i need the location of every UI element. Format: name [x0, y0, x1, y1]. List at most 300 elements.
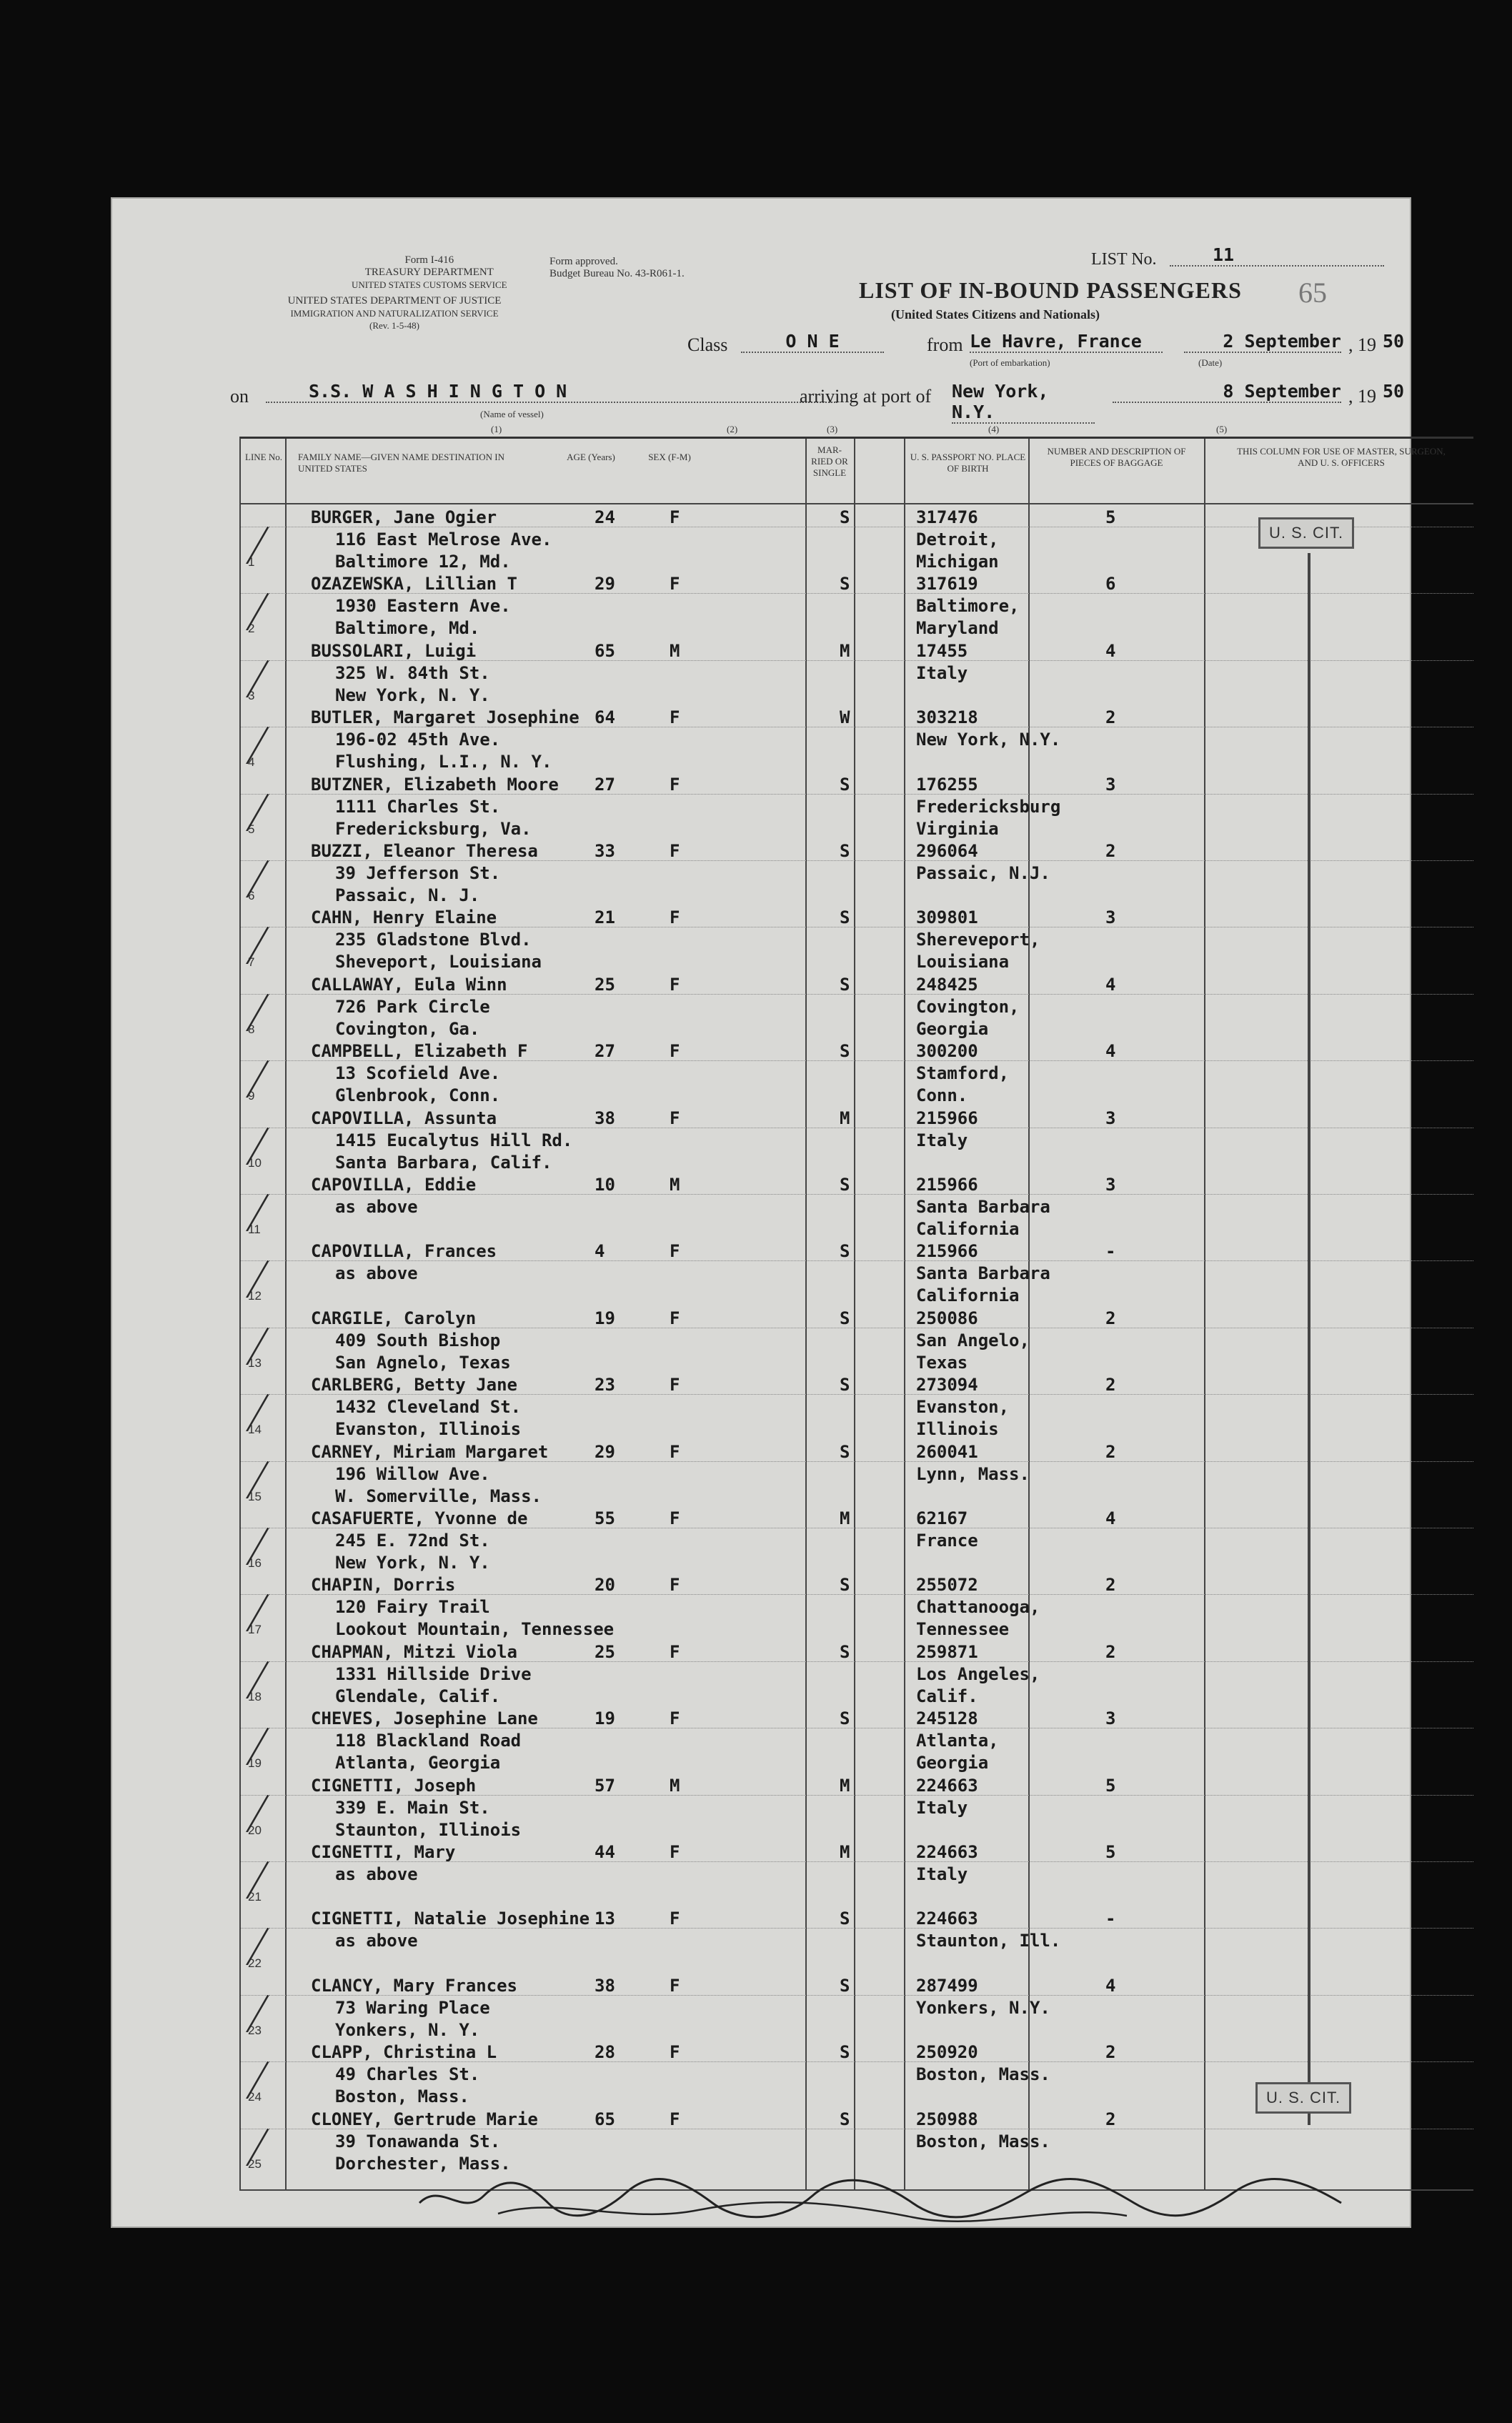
us-citizen-stamp-bottom: U. S. CIT.	[1255, 2082, 1351, 2114]
line-number: 3	[248, 688, 255, 702]
table-row	[241, 839, 1473, 905]
address-line-1: 409 South Bishop	[335, 1330, 501, 1350]
passenger-name: CLANCY, Mary Frances	[311, 1975, 517, 1996]
tick-mark	[246, 1461, 312, 1498]
place-of-birth-1: Evanston,	[916, 1397, 1010, 1418]
line-number: 1	[248, 555, 255, 569]
header-married: MAR- RIED OR SINGLE	[811, 444, 848, 478]
row-rule	[241, 1173, 1473, 1195]
passenger-name: CHAPMAN, Mitzi Viola	[311, 1641, 517, 1662]
class-value: O N E	[741, 331, 884, 353]
age-value: 25	[595, 1641, 615, 1662]
header-officers: THIS COLUMN FOR USE OF MASTER, SURGEON, AND U. S. OFFICERS	[1237, 446, 1446, 468]
table-row	[241, 1039, 1473, 1105]
marital-status: M	[840, 640, 850, 661]
sex-value: F	[670, 1375, 680, 1395]
sex-value: F	[670, 1842, 680, 1862]
ins-service: IMMIGRATION AND NATURALIZATION SERVICE	[290, 308, 499, 319]
line-number: 14	[248, 1423, 262, 1437]
age-value: 28	[595, 2042, 615, 2063]
age-value: 23	[595, 1375, 615, 1395]
passenger-name: CLONEY, Gertrude Marie	[311, 2109, 538, 2129]
header-baggage: NUMBER AND DESCRIPTION OF PIECES OF BAGGAGE	[1047, 446, 1186, 468]
passport-number: 224663	[916, 1842, 978, 1862]
age-value: 21	[595, 907, 615, 928]
row-rule	[241, 1506, 1473, 1528]
line-number: 21	[248, 1890, 262, 1904]
baggage-count: 4	[1105, 1041, 1116, 1062]
treasury-dept: TREASURY DEPARTMENT	[364, 267, 494, 278]
table-row	[241, 1373, 1473, 1439]
marital-status: S	[840, 1041, 850, 1062]
passenger-name: OZAZEWSKA, Lillian T	[311, 574, 517, 594]
address-line-1: 73 Waring Place	[335, 1997, 490, 2018]
age-value: 57	[595, 1775, 615, 1796]
age-value: 33	[595, 841, 615, 861]
col-num-4: (4)	[988, 424, 1000, 434]
embark-year-prefix: , 19	[1348, 334, 1376, 355]
header-passport: U. S. PASSPORT NO. PLACE OF BIRTH	[910, 452, 1026, 474]
address-line-2: Glendale, Calif.	[335, 1686, 501, 1706]
place-of-birth-1: Passaic, N.J.	[916, 863, 1050, 883]
header-line-no: LINE No.	[245, 452, 282, 462]
place-of-birth-1: Italy	[916, 1130, 968, 1150]
passport-number: 260041	[916, 1441, 978, 1462]
line-number: 19	[248, 1756, 262, 1771]
passport-number: 245128	[916, 1708, 978, 1729]
baggage-count: 3	[1105, 1708, 1116, 1729]
marital-status: S	[840, 1441, 850, 1462]
tick-mark	[246, 1128, 312, 1165]
address-line-2: Baltimore, Md.	[335, 618, 480, 639]
address-line-1: 1432 Cleveland St.	[335, 1397, 522, 1418]
marital-status: S	[840, 1308, 850, 1328]
form-approved: Form approved.	[549, 256, 618, 267]
baggage-count: 2	[1105, 2042, 1116, 2063]
age-value: 19	[595, 1708, 615, 1729]
place-of-birth-1: Detroit,	[916, 529, 999, 549]
col-num-2: (2)	[727, 424, 738, 434]
table-row	[241, 572, 1473, 638]
sex-value: M	[670, 1175, 680, 1195]
passport-number: 255072	[916, 1575, 978, 1596]
address-line-2: W. Somerville, Mass.	[335, 1486, 542, 1506]
age-value: 13	[595, 1909, 615, 1929]
place-of-birth-1: New York, N.Y.	[916, 730, 1061, 750]
us-citizen-stamp-top: U. S. CIT.	[1258, 517, 1354, 549]
place-of-birth-1: Boston, Mass.	[916, 2064, 1050, 2085]
tick-mark	[246, 1528, 312, 1565]
row-rule	[241, 1773, 1473, 1796]
tick-mark	[246, 1795, 312, 1832]
sex-value: F	[670, 2042, 680, 2063]
vessel-name: S.S. W A S H I N G T O N	[266, 381, 837, 403]
age-value: 65	[595, 2109, 615, 2129]
age-value: 27	[595, 1041, 615, 1062]
tick-mark	[246, 1995, 312, 2032]
address-line-2: Sheveport, Louisiana	[335, 952, 542, 972]
line-number: 25	[248, 2156, 262, 2171]
baggage-count: 2	[1105, 1641, 1116, 1662]
from-label: from	[927, 334, 963, 355]
line-number: 15	[248, 1489, 262, 1503]
marital-status: S	[840, 2109, 850, 2129]
address-line-2: Covington, Ga.	[335, 1018, 480, 1039]
place-of-birth-1: Italy	[916, 662, 968, 683]
revision: (Rev. 1-5-48)	[369, 320, 419, 331]
col-num-1: (1)	[491, 424, 502, 434]
address-line-2: Boston, Mass.	[335, 2086, 469, 2107]
budget-bureau: Budget Bureau No. 43-R061-1.	[549, 268, 685, 279]
passport-number: 303218	[916, 707, 978, 728]
baggage-count: 2	[1105, 707, 1116, 728]
address-line-2: Santa Barbara, Calif.	[335, 1152, 552, 1173]
table-row	[241, 639, 1473, 705]
place-of-birth-2: Maryland	[916, 618, 999, 639]
tick-mark	[246, 527, 312, 564]
baggage-count: 2	[1105, 1575, 1116, 1596]
address-line-1: 120 Fairy Trail	[335, 1597, 490, 1618]
passenger-name: BUTZNER, Elizabeth Moore	[311, 774, 559, 795]
arrival-year: 50	[1383, 381, 1405, 402]
place-of-birth-2: Virginia	[916, 818, 999, 839]
row-rule	[241, 839, 1473, 861]
baggage-count: 2	[1105, 1441, 1116, 1462]
age-value: 38	[595, 1108, 615, 1128]
list-number: 11	[1170, 244, 1384, 267]
place-of-birth-1: San Angelo,	[916, 1330, 1030, 1350]
passport-number: 296064	[916, 841, 978, 861]
address-line-1: 1331 Hillside Drive	[335, 1663, 532, 1684]
tick-mark	[246, 2061, 312, 2099]
address-line-2: Lookout Mountain, Tennessee	[335, 1619, 615, 1640]
customs-service: UNITED STATES CUSTOMS SERVICE	[352, 279, 507, 290]
place-of-birth-1: Santa Barbara	[916, 1263, 1050, 1284]
passport-number: 259871	[916, 1641, 978, 1662]
sex-value: M	[670, 640, 680, 661]
marital-status: S	[840, 1175, 850, 1195]
header-age: AGE (Years)	[567, 452, 615, 462]
age-value: 20	[595, 1575, 615, 1596]
place-of-birth-1: Los Angeles,	[916, 1663, 1040, 1684]
address-line-1: 196 Willow Ave.	[335, 1463, 490, 1484]
address-line-1: as above	[335, 1931, 418, 1951]
marital-status: S	[840, 841, 850, 861]
baggage-count: 5	[1105, 1842, 1116, 1862]
marital-status: S	[840, 774, 850, 795]
address-line-2: Glenbrook, Conn.	[335, 1085, 501, 1106]
age-value: 4	[595, 1241, 605, 1262]
sex-value: F	[670, 841, 680, 861]
table-row	[241, 772, 1473, 839]
marital-status: S	[840, 1241, 850, 1262]
passenger-name: CAPOVILLA, Frances	[311, 1241, 497, 1262]
place-of-birth-2: Louisiana	[916, 952, 1010, 972]
address-line-2: Atlanta, Georgia	[335, 1753, 501, 1773]
arrival-year-prefix: , 19	[1348, 386, 1376, 407]
place-of-birth-1: Covington,	[916, 996, 1020, 1017]
passenger-name: CIGNETTI, Natalie Josephine	[311, 1909, 590, 1929]
line-number: 5	[248, 822, 255, 836]
table-row	[241, 1640, 1473, 1706]
marital-status: S	[840, 507, 850, 527]
age-value: 19	[595, 1308, 615, 1328]
line-number: 18	[248, 1689, 262, 1703]
row-rule	[241, 1906, 1473, 1929]
address-line-1: 39 Tonawanda St.	[335, 2131, 501, 2151]
passenger-name: CAHN, Henry Elaine	[311, 907, 497, 928]
line-number: 6	[248, 889, 255, 902]
row-rule	[241, 1840, 1473, 1862]
baggage-count: 4	[1105, 1975, 1116, 1996]
age-value: 64	[595, 707, 615, 728]
line-number: 20	[248, 1823, 262, 1837]
passport-number: 62167	[916, 1508, 968, 1528]
line-number: 10	[248, 1155, 262, 1170]
baggage-count: 2	[1105, 841, 1116, 861]
baggage-count: 5	[1105, 1775, 1116, 1796]
inspector-signature	[412, 2153, 1427, 2232]
header-name: FAMILY NAME—GIVEN NAME DESTINATION IN UNITED STATES	[298, 452, 505, 474]
passenger-name: BUSSOLARI, Luigi	[311, 640, 477, 661]
place-of-birth-2: Illinois	[916, 1419, 999, 1440]
address-line-1: 116 East Melrose Ave.	[335, 529, 552, 549]
form-number: Form I-416	[404, 254, 454, 266]
tick-mark	[246, 593, 312, 630]
embark-date: 2 September	[1184, 331, 1341, 353]
address-line-1: 49 Charles St.	[335, 2064, 480, 2085]
passenger-name: CAPOVILLA, Assunta	[311, 1108, 497, 1128]
tick-mark	[246, 1594, 312, 1631]
row-rule	[241, 1373, 1473, 1395]
passport-number: 250988	[916, 2109, 978, 2129]
baggage-count: 3	[1105, 774, 1116, 795]
table-row	[241, 1573, 1473, 1639]
marital-status: S	[840, 1575, 850, 1596]
sex-value: F	[670, 1241, 680, 1262]
table-row	[241, 1306, 1473, 1373]
row-rule	[241, 1440, 1473, 1462]
passport-number: 250086	[916, 1308, 978, 1328]
address-line-1: 118 Blackland Road	[335, 1731, 522, 1751]
baggage-count: 2	[1105, 1375, 1116, 1395]
address-line-1: 339 E. Main St.	[335, 1797, 490, 1818]
line-number: 4	[248, 755, 255, 770]
passport-number: 250920	[916, 2042, 978, 2063]
passenger-name: CARGILE, Carolyn	[311, 1308, 477, 1328]
approval-block	[549, 256, 685, 280]
row-rule	[241, 705, 1473, 727]
on-label: on	[230, 386, 249, 407]
tick-mark	[246, 660, 312, 697]
arrival-port: New York, N.Y.	[952, 381, 1095, 424]
place-of-birth-1: Italy	[916, 1864, 968, 1884]
baggage-count: -	[1105, 1909, 1116, 1929]
place-of-birth-1: Santa Barbara	[916, 1197, 1050, 1217]
row-rule	[241, 639, 1473, 661]
sex-value: F	[670, 1575, 680, 1596]
place-of-birth-2: Tennessee	[916, 1619, 1010, 1640]
marital-status: M	[840, 1842, 850, 1862]
row-rule	[241, 572, 1473, 594]
line-number: 22	[248, 1956, 262, 1971]
passport-number: 317476	[916, 507, 978, 527]
passenger-name: CLAPP, Christina L	[311, 2042, 497, 2063]
age-value: 10	[595, 1175, 615, 1195]
date-caption: (Date)	[1198, 357, 1223, 368]
tick-mark	[246, 1328, 312, 1365]
passport-number: 176255	[916, 774, 978, 795]
manifest-sheet	[112, 199, 1446, 2227]
col-num-5: (5)	[1216, 424, 1228, 434]
marital-status: M	[840, 1775, 850, 1796]
line-number: 8	[248, 1022, 255, 1036]
table-row	[241, 1974, 1473, 2040]
sex-value: F	[670, 1441, 680, 1462]
age-value: 38	[595, 1975, 615, 1996]
baggage-count: 2	[1105, 2109, 1116, 2129]
address-line-2: Baltimore 12, Md.	[335, 552, 511, 572]
embark-year: 50	[1383, 331, 1405, 352]
passenger-name: CHAPIN, Dorris	[311, 1575, 456, 1596]
baggage-count: 4	[1105, 640, 1116, 661]
place-of-birth-2: California	[916, 1219, 1020, 1239]
place-of-birth-2: California	[916, 1285, 1020, 1306]
passenger-table	[239, 437, 1473, 2191]
line-number: 24	[248, 2090, 262, 2104]
address-line-1: 1111 Charles St.	[335, 796, 501, 817]
place-of-birth-1: Italy	[916, 1797, 968, 1818]
passport-number: 215966	[916, 1108, 978, 1128]
tick-mark	[246, 794, 312, 831]
age-value: 29	[595, 574, 615, 594]
place-of-birth-1: Chattanooga,	[916, 1597, 1040, 1618]
place-of-birth-1: Yonkers, N.Y.	[916, 1997, 1050, 2018]
passport-number: 224663	[916, 1909, 978, 1929]
passenger-name: BUTLER, Margaret Josephine	[311, 707, 580, 728]
table-row	[241, 1506, 1473, 1573]
passenger-name: CAMPBELL, Elizabeth F	[311, 1041, 528, 1062]
passport-number: 273094	[916, 1375, 978, 1395]
passenger-name: CHEVES, Josephine Lane	[311, 1708, 538, 1729]
address-line-2: Passaic, N. J.	[335, 885, 480, 905]
place-of-birth-2: Conn.	[916, 1085, 968, 1106]
tick-mark	[246, 1394, 312, 1431]
row-rule	[241, 1974, 1473, 1996]
address-line-1: as above	[335, 1197, 418, 1217]
row-rule	[241, 1106, 1473, 1128]
age-value: 24	[595, 507, 615, 527]
age-value: 29	[595, 1441, 615, 1462]
arrival-date: 8 September	[1113, 381, 1341, 403]
address-line-1: 235 Gladstone Blvd.	[335, 930, 532, 950]
address-line-2: Flushing, L.I., N. Y.	[335, 752, 552, 772]
page-number: 65	[1298, 277, 1327, 309]
row-rule	[241, 1573, 1473, 1595]
baggage-count: -	[1105, 1241, 1116, 1262]
place-of-birth-1: Fredericksburg	[916, 796, 1061, 817]
line-number: 2	[248, 622, 255, 636]
table-row	[241, 1173, 1473, 1239]
sex-value: F	[670, 2109, 680, 2129]
sex-value: F	[670, 907, 680, 928]
sex-value: F	[670, 1909, 680, 1929]
marital-status: S	[840, 1975, 850, 1996]
row-rule	[241, 1706, 1473, 1728]
place-of-birth-2: Georgia	[916, 1018, 989, 1039]
passenger-name: CASAFUERTE, Yvonne de	[311, 1508, 528, 1528]
table-row	[241, 1440, 1473, 1506]
list-label: LIST No.	[1091, 250, 1157, 269]
marital-status: M	[840, 1108, 850, 1128]
marital-status: S	[840, 1708, 850, 1729]
sex-value: F	[670, 707, 680, 728]
passport-number: 317619	[916, 574, 978, 594]
line-number: 9	[248, 1089, 255, 1103]
class-label: Class	[687, 334, 728, 355]
place-of-birth-1: Stamford,	[916, 1063, 1010, 1084]
sex-value: F	[670, 507, 680, 527]
marital-status: S	[840, 2042, 850, 2063]
baggage-count: 5	[1105, 507, 1116, 527]
sex-value: F	[670, 1108, 680, 1128]
line-number: 7	[248, 955, 255, 970]
address-line-2: San Agnelo, Texas	[335, 1352, 511, 1373]
table-row	[241, 1840, 1473, 1906]
place-of-birth-1: Boston, Mass.	[916, 2131, 1050, 2151]
line-number: 11	[248, 1223, 261, 1236]
passport-number: 300200	[916, 1041, 978, 1062]
address-line-1: 13 Scofield Ave.	[335, 1063, 501, 1084]
marital-status: M	[840, 1508, 850, 1528]
table-row	[241, 1106, 1473, 1173]
baggage-count: 2	[1105, 1308, 1116, 1328]
age-value: 55	[595, 1508, 615, 1528]
row-rule	[241, 972, 1473, 995]
sex-value: F	[670, 1508, 680, 1528]
tick-mark	[246, 2129, 312, 2166]
baggage-count: 4	[1105, 1508, 1116, 1528]
form-agency-block	[352, 254, 507, 291]
sex-value: F	[670, 574, 680, 594]
port-caption: (Port of embarkation)	[970, 357, 1050, 368]
vessel-caption: (Name of vessel)	[480, 409, 544, 419]
tick-mark	[246, 1060, 312, 1098]
address-line-2: New York, N. Y.	[335, 1553, 490, 1573]
tick-mark	[246, 994, 312, 1031]
place-of-birth-1: Shereveport,	[916, 930, 1040, 950]
address-line-1: 325 W. 84th St.	[335, 662, 490, 683]
tick-mark	[246, 1728, 312, 1765]
passenger-name: BUZZI, Eleanor Theresa	[311, 841, 538, 861]
marital-status: W	[840, 707, 850, 728]
baggage-count: 3	[1105, 907, 1116, 928]
tick-mark	[246, 927, 312, 964]
address-line-2: Yonkers, N. Y.	[335, 2019, 480, 2040]
document-title: LIST OF IN-BOUND PASSENGERS	[859, 277, 1242, 303]
row-rule	[241, 1640, 1473, 1662]
baggage-count: 3	[1105, 1175, 1116, 1195]
sex-value: F	[670, 1975, 680, 1996]
tick-mark	[246, 1661, 312, 1698]
place-of-birth-2: Calif.	[916, 1686, 978, 1706]
passenger-name: CIGNETTI, Joseph	[311, 1775, 477, 1796]
place-of-birth-1: Baltimore,	[916, 596, 1020, 617]
place-of-birth-2: Michigan	[916, 552, 999, 572]
official-bracket-line	[1308, 553, 1310, 2125]
row-rule	[241, 1306, 1473, 1328]
passport-number: 215966	[916, 1241, 978, 1262]
